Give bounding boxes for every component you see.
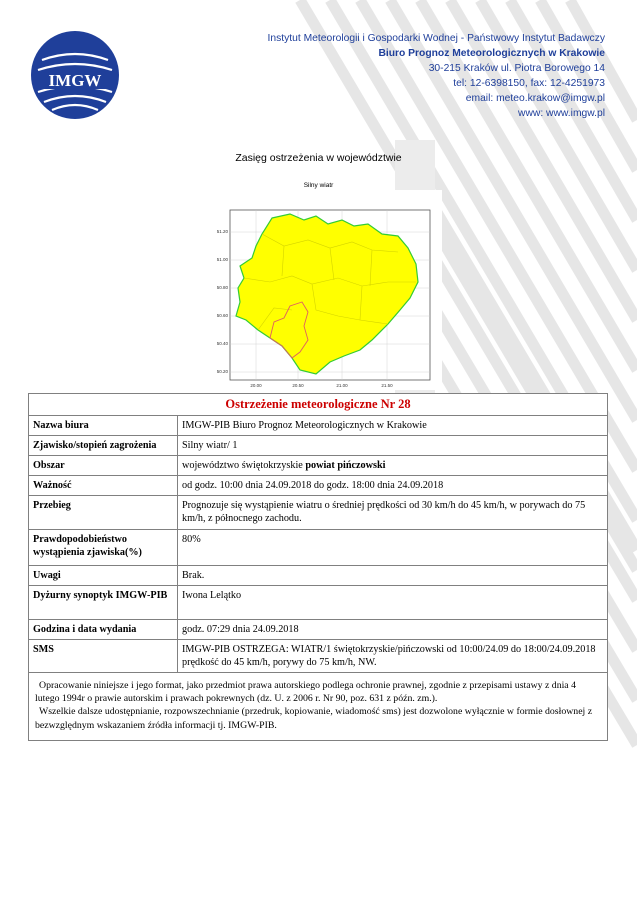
table-row	[29, 416, 608, 436]
office-value: IMGW-PIB Biuro Prognoz Meteorologicznych w Krakowie	[178, 416, 608, 436]
table-row	[29, 476, 608, 496]
validity-value: od godz. 10:00 dnia 24.09.2018 do godz. 18:00 dnia 24.09.2018	[178, 476, 608, 496]
sms-value: IMGW-PIB OSTRZEGA: WIATR/1 świętokrzyskie/pińczowski od 10:00/24.09 do 18:00/24.09.2018 prędkość do 45 km/h, porywy do 75 km/h, NW.	[178, 640, 608, 673]
logo-text: IMGW	[48, 71, 102, 90]
issued-value: godz. 07:29 dnia 24.09.2018	[178, 620, 608, 640]
map-subtitle: Silny wiatr	[303, 182, 334, 189]
probability-value: 80%	[178, 530, 608, 566]
remarks-value: Brak.	[178, 566, 608, 586]
phenomenon-label: Zjawisko/stopień zagrożenia	[29, 436, 178, 456]
table-row	[29, 496, 608, 530]
sms-label: SMS	[29, 640, 178, 673]
office-label: Nazwa biura	[29, 416, 178, 436]
y-tick: 51.00	[216, 257, 228, 262]
y-tick: 50.80	[216, 285, 228, 290]
imgw-logo	[30, 30, 120, 120]
header-contact	[268, 31, 605, 121]
course-value: Prognozuje się wystąpienie wiatru o średniej prędkości od 30 km/h do 45 km/h, w porywach do 75 km/h, z północnego zachodu.	[178, 496, 608, 530]
warning-title: Ostrzeżenie meteorologiczne Nr 28	[29, 394, 608, 416]
address: 30-215 Kraków ul. Piotra Borowego 14	[428, 63, 605, 74]
y-tick: 50.40	[216, 341, 228, 346]
copyright-paragraph: Opracowanie niniejsze i jego format, jako przedmiot prawa autorskiego podlega ochronie prawnej, zgodnie z przepisami ustawy z dnia 4 lutego 1994r o prawie autorskim i prawach pokrewnych (dz. U. z 2006 r. Nr 90, poz. 631 z późn. zm.).	[35, 680, 577, 705]
validity-label: Ważność	[29, 476, 178, 496]
phone-fax: tel: 12-6398150, fax: 12-4251973	[453, 78, 605, 89]
warning-table	[28, 393, 608, 741]
x-tick: 20.50	[292, 383, 304, 388]
map-title: Zasięg ostrzeżenia w województwie	[235, 152, 402, 164]
table-row	[29, 586, 608, 620]
warning-title-row	[29, 394, 608, 416]
website[interactable]: www: www.imgw.pl	[518, 108, 605, 119]
area-value	[178, 456, 608, 476]
table-row	[29, 640, 608, 673]
area-district: powiat pińczowski	[305, 460, 386, 471]
y-tick: 51.20	[216, 229, 228, 234]
forecaster-value: Iwona Lelątko	[178, 586, 608, 620]
course-label: Przebieg	[29, 496, 178, 530]
phenomenon-value: Silny wiatr/ 1	[178, 436, 608, 456]
table-row	[29, 530, 608, 566]
footer-row	[29, 673, 608, 741]
warning-map	[212, 190, 442, 390]
copyright-notice	[29, 673, 608, 741]
x-tick: 20.00	[250, 383, 262, 388]
table-row	[29, 566, 608, 586]
area-label: Obszar	[29, 456, 178, 476]
y-tick: 50.60	[216, 313, 228, 318]
email[interactable]: email: meteo.krakow@imgw.pl	[465, 93, 605, 104]
table-row	[29, 456, 608, 476]
y-tick: 50.20	[216, 369, 228, 374]
table-row	[29, 436, 608, 456]
distribution-paragraph: Wszelkie dalsze udostępnianie, rozpowszechnianie (przedruk, kopiowanie, wiadomość sms) jest dozwolone wyłącznie w formie dosłownej z bezwzględnym wskazaniem źródła informacji tj. IMGW-PIB.	[35, 706, 593, 731]
remarks-label: Uwagi	[29, 566, 178, 586]
x-tick: 21.50	[381, 383, 393, 388]
area-region: województwo świętokrzyskie	[182, 460, 306, 471]
x-tick: 21.00	[336, 383, 348, 388]
issued-label: Godzina i data wydania	[29, 620, 178, 640]
forecaster-label: Dyżurny synoptyk IMGW-PIB	[29, 586, 178, 620]
office-name: Biuro Prognoz Meteorologicznych w Krakowie	[378, 48, 605, 59]
table-row	[29, 620, 608, 640]
institute-name: Instytut Meteorologii i Gospodarki Wodnej - Państwowy Instytut Badawczy	[267, 33, 605, 44]
probability-label: Prawdopodobieństwo wystąpienia zjawiska(%)	[29, 530, 178, 566]
